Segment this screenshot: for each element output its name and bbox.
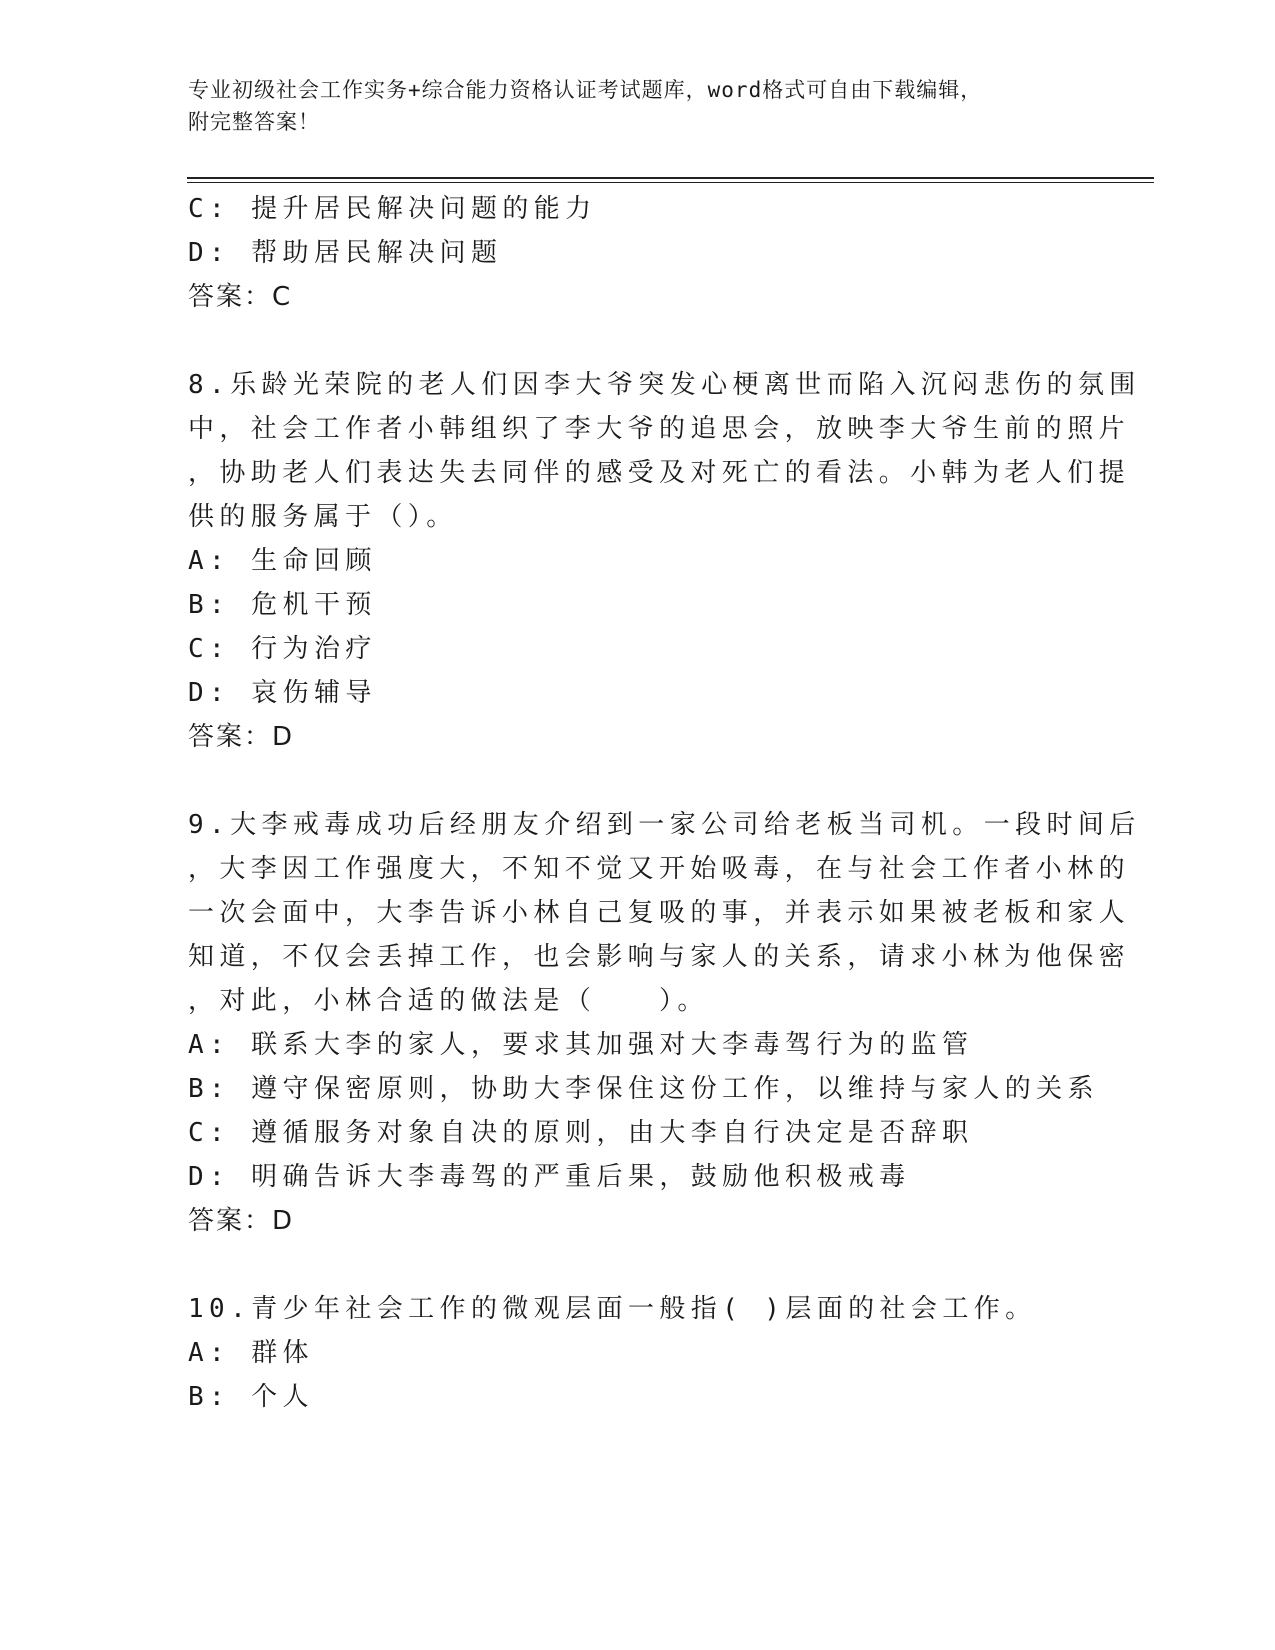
q10-stem: 10.青少年社会工作的微观层面一般指( )层面的社会工作。 bbox=[188, 1294, 1037, 1324]
header-divider-thin bbox=[187, 182, 1154, 183]
q9-option-c: C: 遵循服务对象自决的原则，由大李自行决定是否辞职 bbox=[188, 1118, 974, 1148]
header-divider-thick bbox=[187, 177, 1154, 179]
q8-option-d: D: 哀伤辅导 bbox=[188, 678, 377, 708]
q8-stem-line-3: ，协助老人们表达失去同伴的感受及对死亡的看法。小韩为老人们提 bbox=[188, 458, 1131, 488]
header-line-2: 附完整答案！ bbox=[188, 110, 320, 134]
q8-option-b: B: 危机干预 bbox=[188, 590, 377, 620]
document-header bbox=[188, 74, 1088, 138]
q8-stem-line-2: 中，社会工作者小韩组织了李大爷的追思会，放映李大爷生前的照片 bbox=[188, 414, 1131, 444]
q9-stem-line-1: 9.大李戒毒成功后经朋友介绍到一家公司给老板当司机。一段时间后 bbox=[188, 810, 1141, 840]
q9-option-d: D: 明确告诉大李毒驾的严重后果，鼓励他积极戒毒 bbox=[188, 1162, 911, 1192]
q8-stem-line-4: 供的服务属于（）。 bbox=[188, 502, 458, 532]
q7-answer: 答案：C bbox=[188, 282, 293, 312]
q9-option-b: B: 遵守保密原则，协助大李保住这份工作，以维持与家人的关系 bbox=[188, 1074, 1099, 1104]
q9-stem-line-3: 一次会面中，大李告诉小林自己复吸的事，并表示如果被老板和家人 bbox=[188, 898, 1131, 928]
q10-option-a: A: 群体 bbox=[188, 1338, 314, 1368]
q9-stem-line-5: ，对此，小林合适的做法是（ ）。 bbox=[188, 986, 709, 1016]
q8-answer: 答案：D bbox=[188, 722, 295, 752]
q9-stem-line-2: ，大李因工作强度大，不知不觉又开始吸毒，在与社会工作者小林的 bbox=[188, 854, 1131, 884]
q8-option-c: C: 行为治疗 bbox=[188, 634, 377, 664]
q9-option-a: A: 联系大李的家人，要求其加强对大李毒驾行为的监管 bbox=[188, 1030, 974, 1060]
q10-option-b: B: 个人 bbox=[188, 1382, 314, 1412]
q9-answer: 答案：D bbox=[188, 1206, 295, 1236]
q7-option-d: D: 帮助居民解决问题 bbox=[188, 238, 503, 268]
q9-stem-line-4: 知道，不仅会丢掉工作，也会影响与家人的关系，请求小林为他保密 bbox=[188, 942, 1131, 972]
header-line-1: 专业初级社会工作实务+综合能力资格认证考试题库，word格式可自由下载编辑， bbox=[188, 78, 983, 102]
q7-option-c: C: 提升居民解决问题的能力 bbox=[188, 194, 597, 224]
q8-option-a: A: 生命回顾 bbox=[188, 546, 377, 576]
q8-stem-line-1: 8.乐龄光荣院的老人们因李大爷突发心梗离世而陷入沉闷悲伤的氛围 bbox=[188, 370, 1141, 400]
